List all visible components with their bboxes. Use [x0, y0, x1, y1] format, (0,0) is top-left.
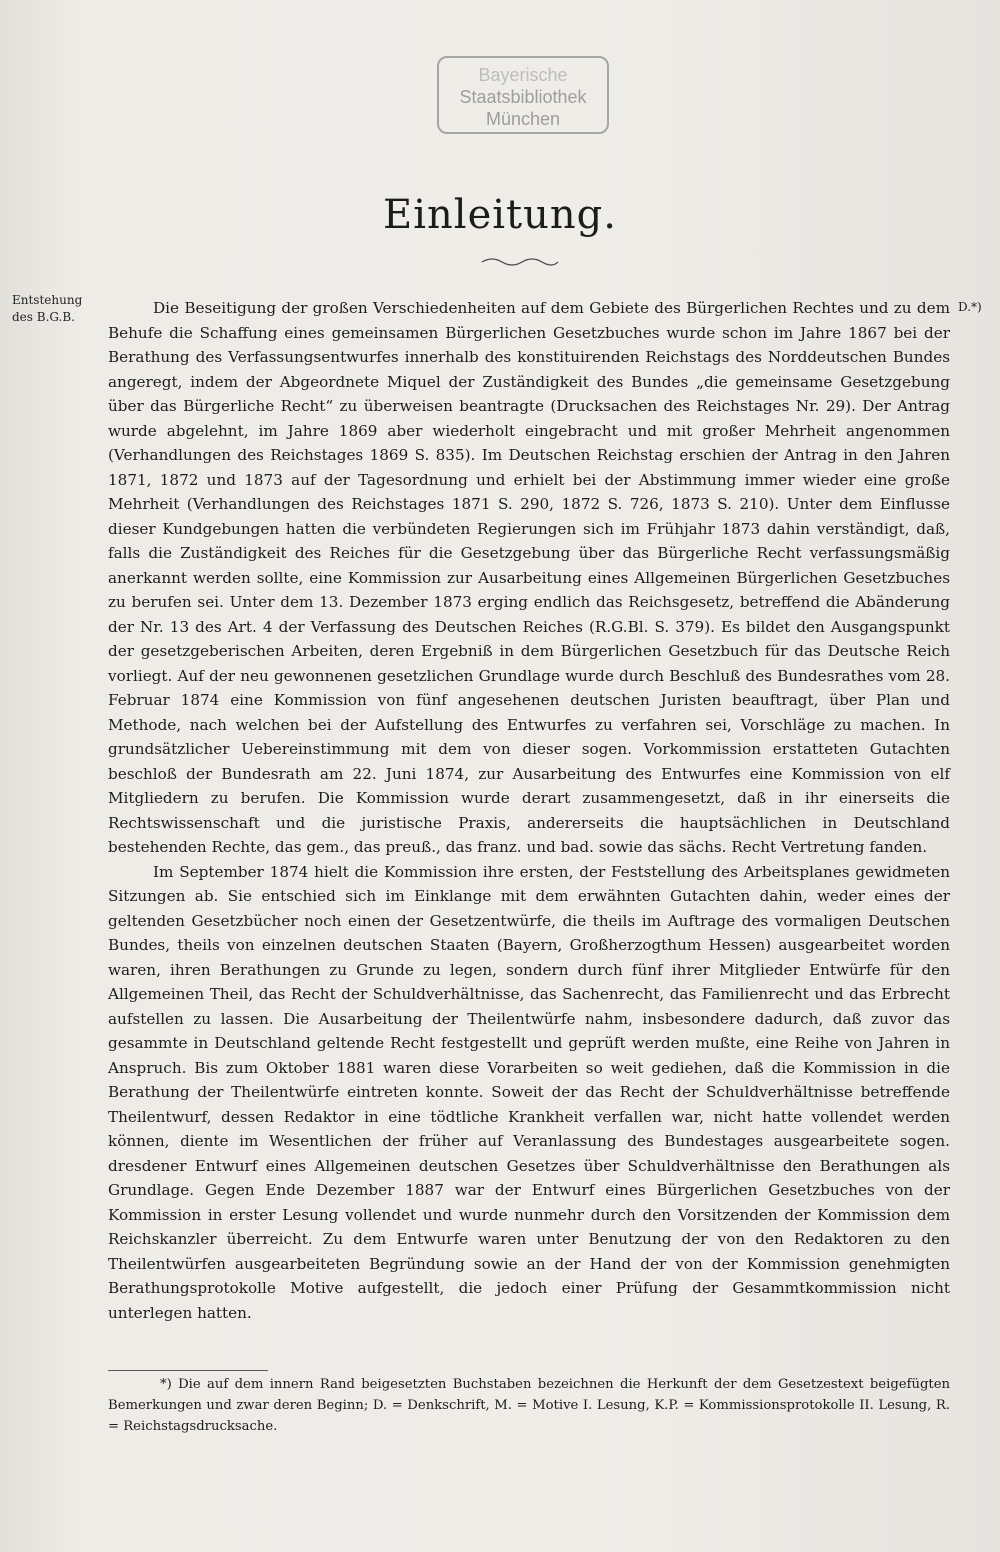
page-title: Einleitung.: [383, 192, 617, 238]
footnote-marker: D.*): [958, 300, 982, 314]
stamp-line-3: München: [485, 109, 561, 129]
margin-note-line-1: Entstehung: [12, 293, 83, 307]
paragraph-1: Die Beseitigung der großen Verschiedenheiten auf dem Gebiete des Bürgerlichen Rechtes und zu dem Behufe die Schaffung eines gemeinsamen Bürgerlichen Gesetzbuches wurde schon im Jahre 1867 bei der Berathung des Verfassungsentwurfes innerhalb des konstituirenden Reichstags des Norddeutschen Bundes angeregt, indem der Abgeordnete Miquel der Zuständigkeit des Bundes „die gemeinsame Gesetzgebung über das Bürgerliche Recht“ zu überweisen beantragte (Drucksachen des Reichstages Nr. 29). Der Antrag wurde abgelehnt, im Jahre 1869 aber wiederholt eingebracht und mit großer Mehrheit angenommen (Verhandlungen des Reichstages 1869 S. 835). Im Deutschen Reichstag erschien der Antrag in den Jahren 1871, 1872 und 1873 auf der Tagesordnung und erhielt bei der Abstimmung immer wieder eine große Mehrheit (Verhandlungen des Reichstages 1871 S. 290, 1872 S. 726, 1873 S. 210). Unter dem Einflusse dieser Kundgebungen hatten die verbündeten Regierungen sich im Frühjahr 1873 dahin verständigt, daß, falls die Zuständigkeit des Reiches für die Gesetzgebung über das Bürgerliche Recht verfassungsmäßig anerkannt werden sollte, eine Kommission zur Ausarbeitung eines Allgemeinen Bürgerlichen Gesetzbuches zu berufen sei. Unter dem 13. Dezember 1873 erging endlich das Reichsgesetz, betreffend die Abänderung der Nr. 13 des Art. 4 der Verfassung des Deutschen Reiches (R.G.Bl. S. 379). Es bildet den Ausgangspunkt der gesetzgeberischen Arbeiten, deren Ergebniß in dem Bürgerlichen Gesetzbuch für das Deutsche Reich vorliegt. Auf der neu gewonnenen gesetzlichen Grundlage wurde durch Beschluß des Bundesrathes vom 28. Februar 1874 eine Kommission von fünf angesehenen deutschen Juristen beauftragt, über Plan und Methode, nach welchen bei der Aufstellung des Entwurfes zu verfahren sei, Vorschläge zu machen. In grundsätzlicher Uebereinstimmung mit dem von dieser sogen. Vorkommission erstatteten Gutachten beschloß der Bundesrath am 22. Juni 1874, zur Ausarbeitung des Entwurfes eine Kommission von elf Mitgliedern zu berufen. Die Kommission wurde derart zusammengesetzt, daß in ihr einerseits die Rechtswissenschaft und die juristische Praxis, andererseits die hauptsächlichen in Deutschland bestehenden Rechte, das gem., das preuß., das franz. und bad. sowie das sächs. Recht Vertretung fanden.: [108, 299, 950, 856]
ornament-divider: [480, 254, 560, 268]
footnote-text: *) Die auf dem innern Rand beigesetzten Buchstaben bezeichnen die Herkunft der dem Gesetzestext beigefügten Bemerkungen und zwar deren Beginn; D. = Denkschrift, M. = Motive I. Lesung, K.P. = Kommissionsprotokolle II. Lesung, R. = Reichstagsdrucksache.: [108, 1377, 950, 1434]
margin-note-line-2: des B.G.B.: [12, 310, 75, 324]
footnote-rule: [108, 1370, 268, 1371]
library-stamp: [437, 56, 609, 134]
stamp-line-2: Staatsbibliothek: [459, 87, 587, 107]
paragraph-2: Im September 1874 hielt die Kommission ihre ersten, der Feststellung des Arbeitsplanes gewidmeten Sitzungen ab. Sie entschied sich im Einklange mit dem erwähnten Gutachten dahin, weder eines der geltenden Gesetzbücher noch einen der Gesetzentwürfe, die theils im Auftrage des vormaligen Deutschen Bundes, theils von einzelnen deutschen Staaten (Bayern, Großherzogthum Hessen) ausgearbeitet worden waren, ihren Berathungen zu Grunde zu legen, sondern durch fünf ihrer Mitglieder Entwürfe für den Allgemeinen Theil, das Recht der Schuldverhältnisse, das Sachenrecht, das Familienrecht und das Erbrecht aufstellen zu lassen. Die Ausarbeitung der Theilentwürfe nahm, insbesondere dadurch, daß zuvor das gesammte in Deutschland geltende Recht festgestellt und geprüft werden mußte, eine Reihe von Jahren in Anspruch. Bis zum Oktober 1881 waren diese Vorarbeiten so weit gediehen, daß die Kommission in die Berathung der Theilentwürfe eintreten konnte. Soweit der das Recht der Schuldverhältnisse betreffende Theilentwurf, dessen Redaktor in eine tödtliche Krankheit verfallen war, nicht hatte vollendet werden können, diente im Wesentlichen der früher auf Veranlassung des Bundestages ausgearbeitete sogen. dresdener Entwurf eines Allgemeinen deutschen Gesetzes über Schuldverhältnisse den Berathungen als Grundlage. Gegen Ende Dezember 1887 war der Entwurf eines Bürgerlichen Gesetzbuches von der Kommission in erster Lesung vollendet und wurde nunmehr durch den Vorsitzenden der Kommission dem Reichskanzler überreicht. Zu dem Entwurfe waren unter Benutzung der von den Redaktoren zu den Theilentwürfen ausgearbeiteten Begründung sowie an der Hand der von der Kommission genehmigten Berathungsprotokolle Motive aufgestellt, die jedoch einer Prüfung der Gesammtkommission nicht unterlegen hatten.: [108, 862, 950, 1322]
body-text: [108, 296, 950, 1325]
footnote: [108, 1374, 950, 1437]
margin-note: [12, 292, 112, 326]
stamp-line-1: Bayerische: [478, 65, 568, 85]
